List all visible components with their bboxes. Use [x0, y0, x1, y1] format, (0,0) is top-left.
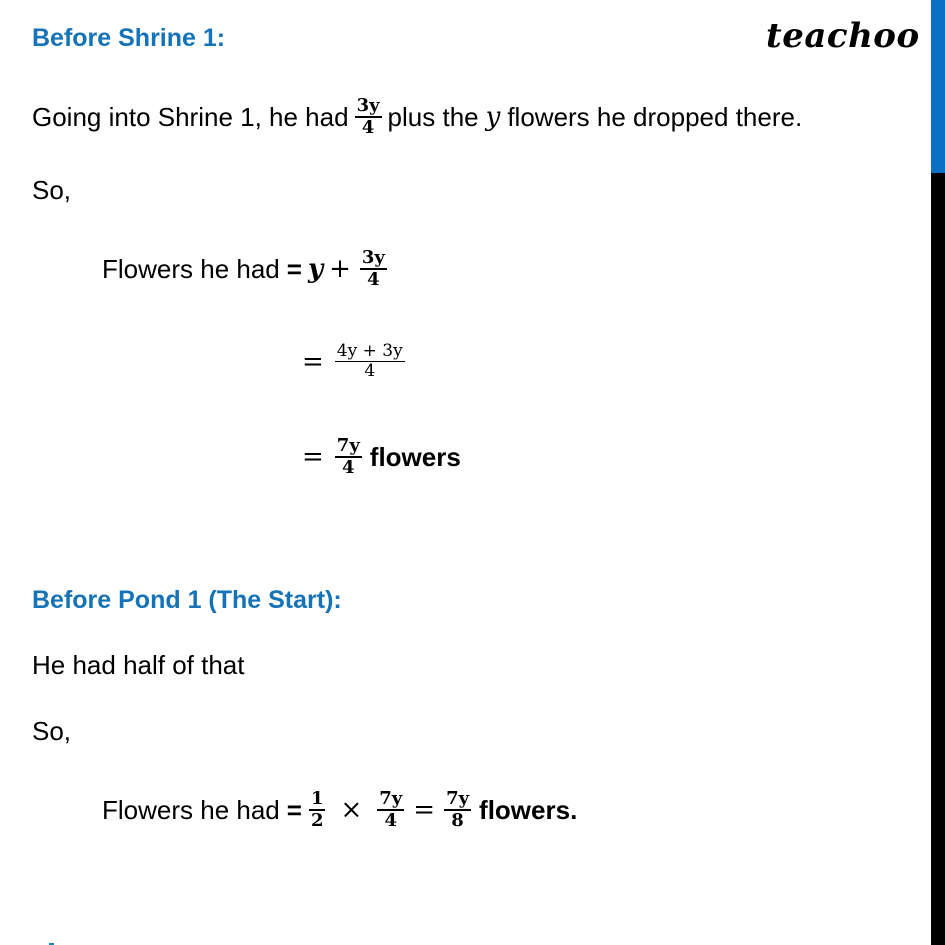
equation-line-2	[302, 342, 408, 381]
equals-sign: =	[302, 442, 324, 473]
plus-sign: +	[329, 254, 351, 285]
intro-line	[32, 96, 802, 138]
fraction-4y-plus-3y-over-4	[335, 342, 405, 381]
intro-middle: plus the	[387, 101, 479, 132]
fraction-3y-over-4	[360, 248, 387, 290]
denominator: 4	[367, 268, 380, 290]
times-sign: ×	[340, 795, 363, 826]
numerator: 4y + 3y	[336, 341, 403, 361]
section-heading-shrine: Before Shrine 1:	[32, 24, 226, 52]
so-text-2: So,	[32, 716, 72, 746]
equation-line-3	[302, 436, 461, 478]
denominator: 4	[342, 456, 355, 478]
numerator: 7y	[446, 788, 470, 809]
fraction-7y-over-4	[377, 789, 404, 831]
denominator: 4	[364, 360, 376, 381]
sidebar-accent-bar	[931, 0, 945, 173]
numerator: 3y	[356, 95, 380, 116]
half-of-that-text: He had half of that	[32, 650, 245, 680]
intro-suffix: flowers he dropped there.	[507, 101, 803, 132]
section-heading-pond: Before Pond 1 (The Start):	[32, 586, 342, 614]
denominator: 4	[361, 116, 375, 138]
denominator: 4	[384, 809, 398, 831]
equals-sign-2: =	[413, 795, 436, 826]
flowers-suffix: flowers.	[479, 794, 578, 825]
denominator: 8	[451, 809, 464, 831]
variable-y: y	[485, 102, 501, 133]
so-text: So,	[32, 175, 72, 205]
equation-label: Flowers he had	[102, 794, 280, 825]
denominator: 2	[310, 809, 324, 831]
fraction-1-over-2	[309, 789, 326, 831]
intro-prefix: Going into Shrine 1, he had	[32, 101, 349, 132]
numerator: 3y	[361, 247, 385, 268]
teachoo-logo: teachoo	[766, 16, 920, 56]
equation-label: Flowers he had	[102, 253, 280, 284]
fraction-3y-over-4	[355, 96, 382, 138]
equals-sign: =	[286, 253, 302, 284]
flowers-suffix: flowers	[369, 441, 461, 472]
equals-sign: =	[286, 794, 302, 825]
equation-line-1	[102, 248, 390, 290]
fraction-7y-over-8	[444, 789, 471, 831]
numerator: 7y	[336, 435, 360, 456]
equals-sign: =	[302, 346, 324, 377]
numerator: 1	[310, 788, 324, 809]
sidebar-dark-bar	[931, 173, 945, 945]
variable-y: y	[307, 254, 324, 285]
fraction-7y-over-4	[335, 436, 362, 478]
equation-final	[102, 789, 577, 831]
numerator: 7y	[379, 788, 403, 809]
